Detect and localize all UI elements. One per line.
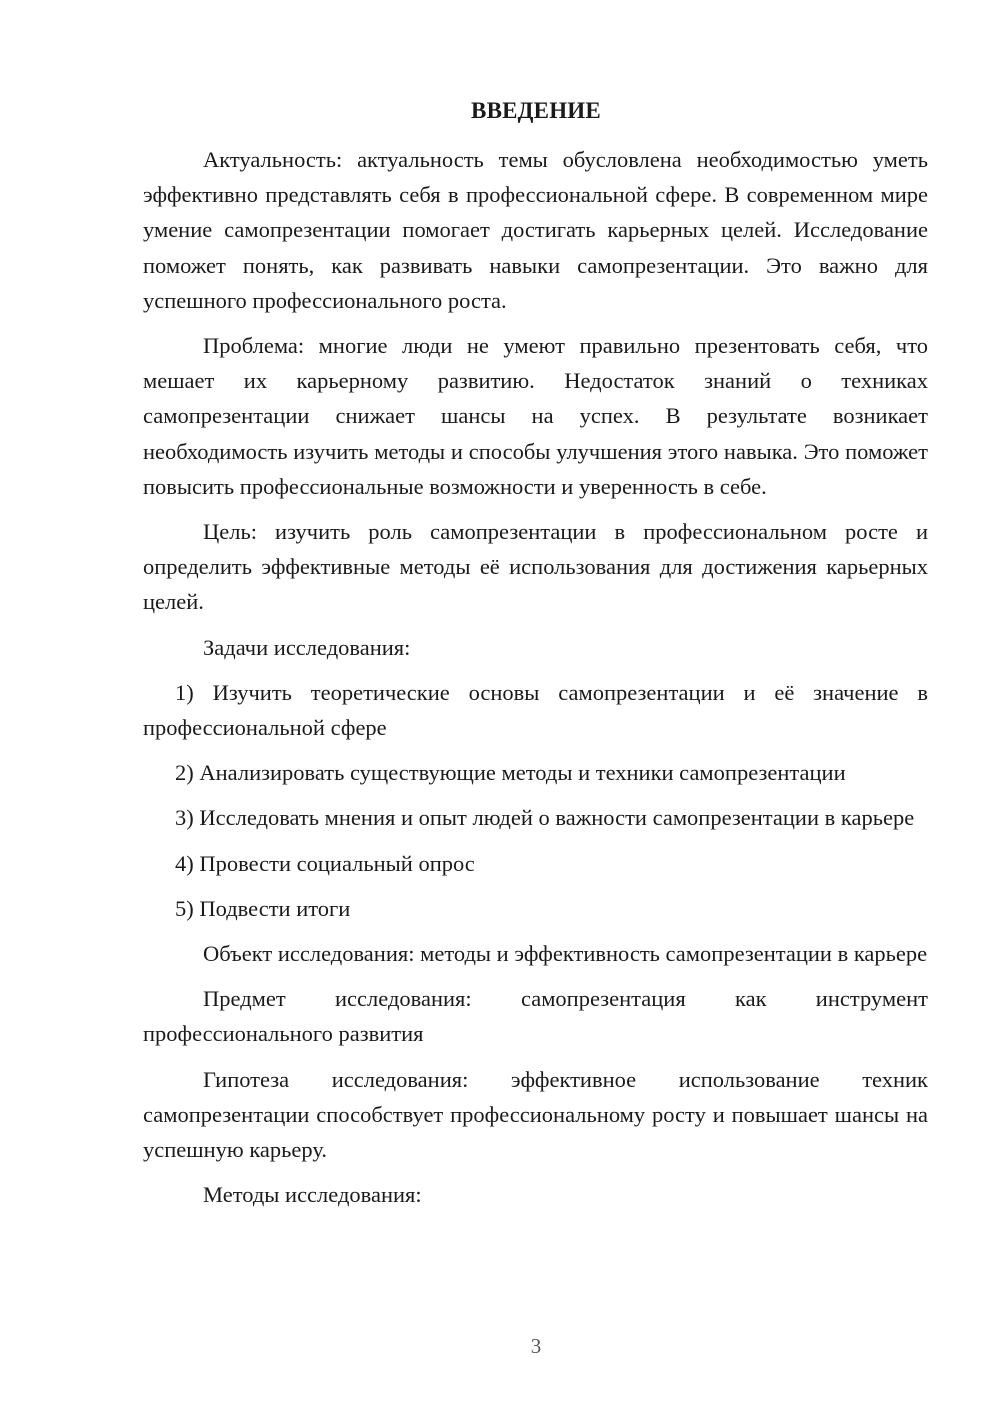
task-item-1: 1) Изучить теоретические основы самопрезентации и её значение в профессиональной сфере xyxy=(143,679,928,741)
task-item-2: 2) Анализировать существующие методы и техники самопрезентации xyxy=(175,760,846,786)
paragraph-object: Объект исследования: методы и эффективность самопрезентации в карьере xyxy=(203,941,928,967)
paragraph-methods-heading: Методы исследования: xyxy=(203,1182,422,1208)
page-number: 3 xyxy=(530,1334,542,1358)
paragraph-tasks-heading: Задачи исследования: xyxy=(203,634,411,660)
paragraph-hypothesis: Гипотеза исследования: эффективное использование техник самопрезентации способствует профессиональному росту и повышает шансы на успешную карьеру. xyxy=(143,1066,928,1163)
document-body xyxy=(143,142,928,1222)
task-item-3: 3) Исследовать мнения и опыт людей о важности самопрезентации в карьере xyxy=(175,805,915,831)
page-title: ВВЕДЕНИЕ xyxy=(471,98,601,123)
paragraph-subject: Предмет исследования: самопрезентация как инструмент профессионального развития xyxy=(143,986,928,1047)
task-item-4: 4) Провести социальный опрос xyxy=(175,850,475,876)
paragraph-problem: Проблема: многие люди не умеют правильно презентовать себя, что мешает их карьерному развитию. Недостаток знаний о техниках самопрезентации снижает шансы на успех. В результате возникает необходимость изучить методы и способы улучшения этого навыка. Это поможет повысить профессиональные возможности и уверенность в себе. xyxy=(143,333,928,499)
task-item-5: 5) Подвести итоги xyxy=(175,895,351,921)
paragraph-relevance: Актуальность: актуальность темы обусловлена необходимостью уметь эффективно представлять себя в профессиональной сфере. В современном мире умение самопрезентации помогает достигать карьерных целей. Исследование поможет понять, как развивать навыки самопрезентации. Это важно для успешного профессионального роста. xyxy=(143,147,928,313)
paragraph-goal: Цель: изучить роль самопрезентации в профессиональном росте и определить эффективные методы её использования для достижения карьерных целей. xyxy=(143,519,928,615)
